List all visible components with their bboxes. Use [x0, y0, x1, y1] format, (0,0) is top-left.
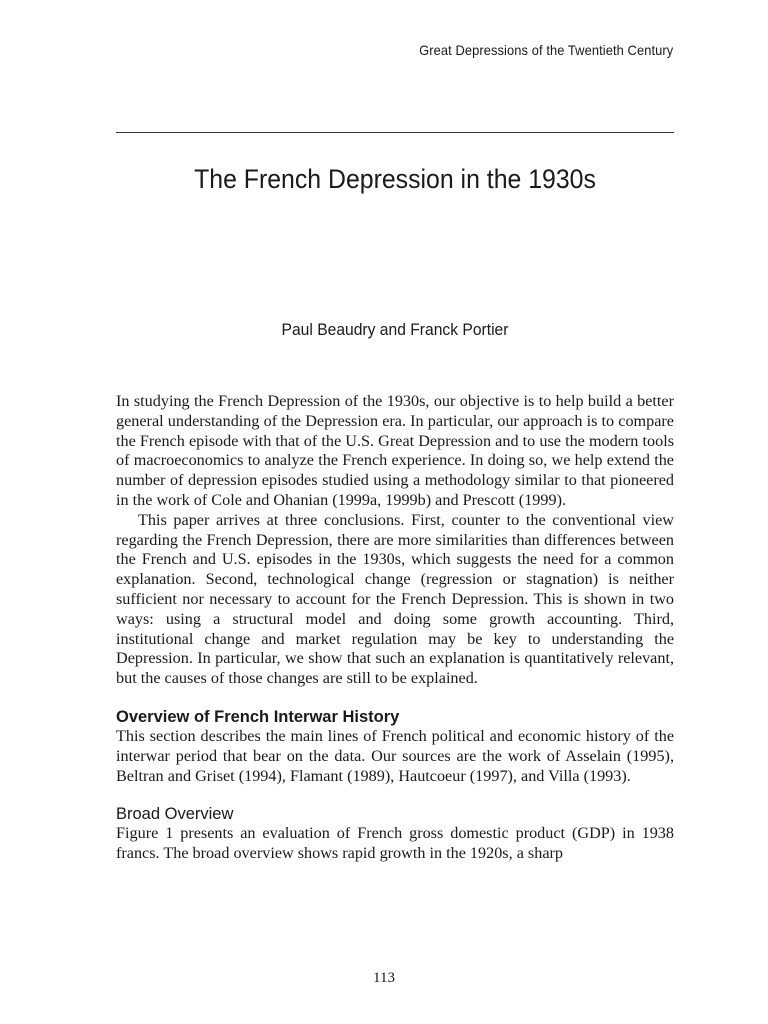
header-rule	[116, 132, 674, 133]
body-text	[116, 392, 674, 864]
paragraph-overview-1: This section describes the main lines of French political and economic history of the interwar period that bear on the data. Our sources are the work of Asselain (1995), Beltran and Griset (1994), Flamant (1989), Hautcoeur (1997), and Villa (1993).	[116, 726, 674, 785]
paragraph-broad-1: Figure 1 presents an evaluation of French gross domestic product (GDP) in 1938 francs. The broad overview shows rapid growth in the 1920s, a sharp	[116, 824, 674, 863]
paragraph-intro-2: This paper arrives at three conclusions. First, counter to the conventional view regarding the French Depression, there are more similarities than differences between the French and U.S. episodes in the 1930s, which suggests the need for a common explanation. Second, technological change (regression or stagnation) is neither sufficient nor necessary to account for the French Depression. This is shown in two ways: using a structural model and doing some growth accounting. Third, institutional change and market regulation may be key to understanding the Depression. In particular, we show that such an explanation is quantitatively relevant, but the causes of those changes are still to be explained.	[116, 510, 674, 688]
chapter-title: The French Depression in the 1930s	[194, 164, 596, 194]
chapter-authors: Paul Beaudry and Franck Portier	[281, 320, 509, 339]
subsection-heading-broad-overview: Broad Overview	[116, 805, 234, 824]
running-head: Great Depressions of the Twentieth Century	[418, 42, 673, 58]
paragraph-intro-1: In studying the French Depression of the 1930s, our objective is to help build a better general understanding of the Depression era. In particular, our approach is to compare the French episode with that of the U.S. Great Depression and to use the modern tools of macroeconomics to analyze the French experience. In doing so, we help extend the number of depression episodes studied using a methodology similar to that pioneered in the work of Cole and Ohanian (1999a, 1999b) and Prescott (1999).	[116, 392, 674, 509]
section-heading-overview: Overview of French Interwar History	[116, 707, 400, 726]
page-number: 113	[373, 970, 395, 986]
